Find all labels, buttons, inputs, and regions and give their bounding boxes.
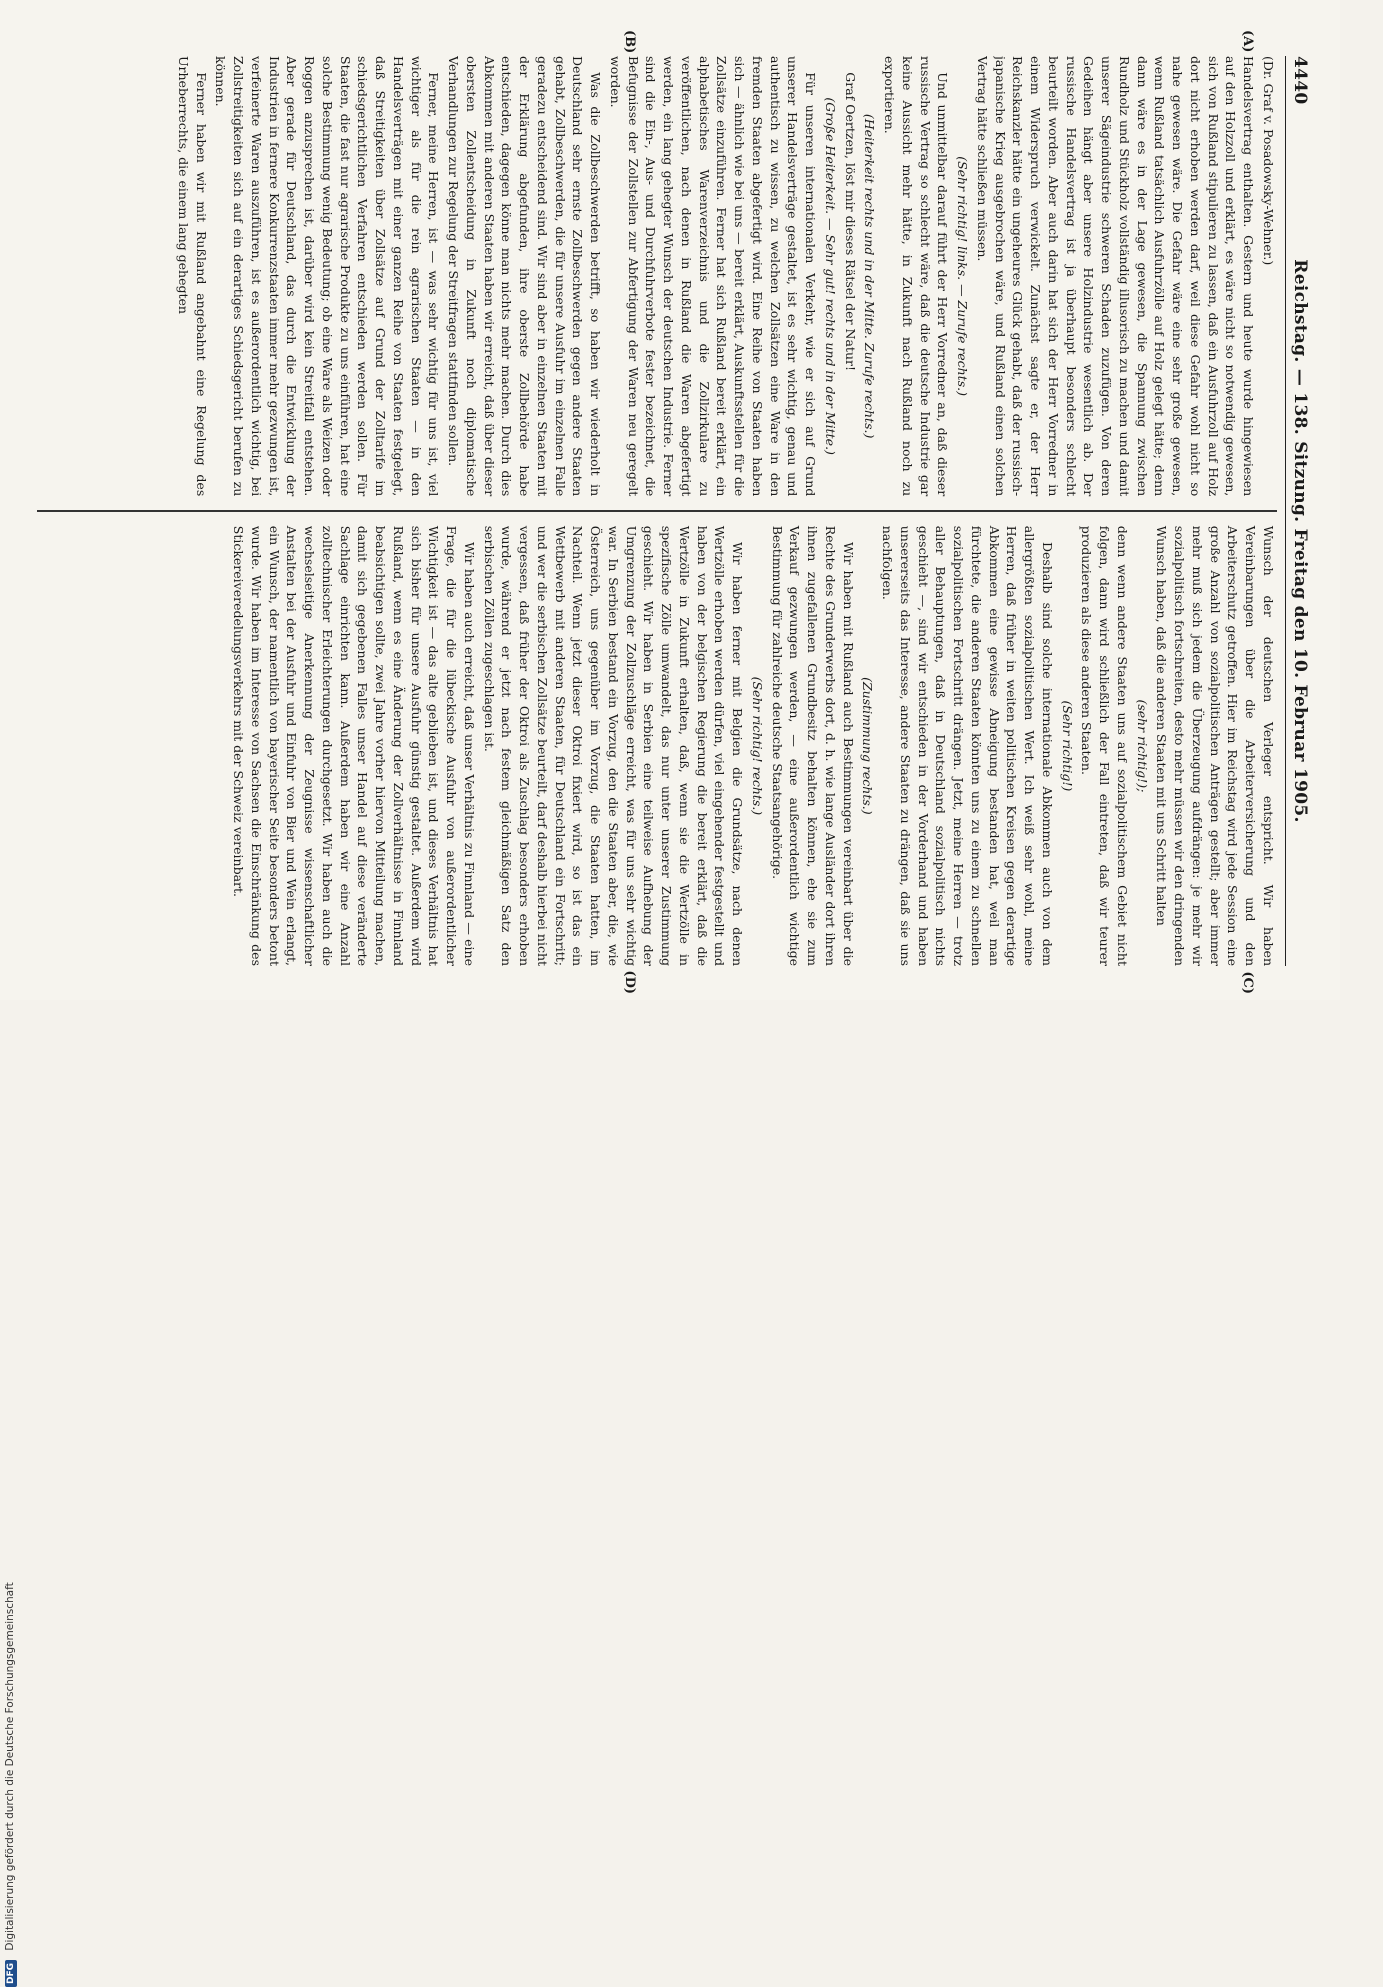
paragraph: Für unseren internationalen Verkehr, wie er sich auf Grund unserer Handelsverträge gestaltet, ist es sehr wichtig, genau und authentisch zu wissen, zu welchen Zollsätzen eine Ware in den fremden Staaten abgefertigt wird. Eine Reihe von Staaten haben sich — ähnlich wie bei uns — bereit erklärt, Auskunftsstellen für die Zollsätze einzuführen. Ferner hat sich Rußland bereit erklärt, ein alphabetisches Warenverzeichnis und die Zollzirkulare zu veröffentlichen, nach denen in Rußland die Waren abgefertigt werden, ein lang gehegter Wunsch der deutschen Industrie. Ferner sind die Ein-, Aus- und Durchfuhrverbote fester bezeichnet, die Befugnisse der Zollstellen zur Abfertigung der Waren neu geregelt worden.	[608, 56, 819, 497]
interjection-text: (sehr richtig!);	[1134, 699, 1150, 793]
side-note-text: Digitalisierung gefördert durch die Deutsche Forschungsgemeinschaft	[4, 1582, 16, 1951]
document-page	[0, 0, 1340, 1000]
page-number: 4440	[1290, 56, 1310, 105]
paragraph: Ferner, meine Herren, ist — was sehr wichtig für uns ist, viel wichtiger als für die rein agrarischen Staaten — in den Handelsverträgen mit einer ganzen Reihe von Staaten festgelegt, daß Streitigkeiten über Zollsätze auf Grund der Zolltarife im schiedsgerichtlichen Verfahren entschieden werden sollen. Für Staaten, die fast nur agrarische Produkte zu uns einführen, hat eine solche Bestimmung wenig Bedeutung; ob eine Ware als Weizen oder Roggen anzusprechen ist, darüber wird kein Streitfall entstehen. Aber gerade für Deutschland, das durch die Entwicklung der Industrien in fernere Konkurrenzstaaten immer mehr gezwungen ist, verfeinerte Waren auszuführen, ist es außerordentlich wichtig, bei Zollstreitigkeiten sich auf ein derartiges Schiedsgericht berufen zu können.	[213, 56, 442, 497]
paragraph: Was die Zollbeschwerden betrifft, so haben wir wiederholt in Deutschland sehr ernste Zollbeschwerden gegen andere Staaten gehabt, Zollbeschwerden, die für unsere Ausfuhr im einzelnen Falle geradezu entscheidend sind. Wir sind aber in einzelnen Staaten mit der Erklärung abgefunden, ihre oberste Zollbehörde habe entschieden, dagegen könne man nichts mehr machen. Durch dies Abkommen mit anderen Staaten haben wir erreicht, daß über dieser obersten Zollentscheidung in Zukunft noch diplomatische Verhandlungen zur Regelung der Streitfragen stattfinden sollen.	[446, 56, 604, 497]
margin-marker-a: (A)	[1240, 30, 1255, 53]
paragraph: Ferner haben wir mit Rußland angebahnt eine Regelung des Urheberrechts, die einem lang gehegten	[176, 56, 209, 497]
margin-marker-c: (C)	[1240, 971, 1255, 994]
paragraph: Deshalb sind solche internationale Abkommen auch von dem allergrößten sozialpolitischen Wert. Ich weiß sehr wohl, meine Herren, daß früher in weiten politischen Kreisen gegen derartige Abkommen eine gewisse Abneigung bestanden hat, weil man fürchtete, die anderen Staaten könnten uns zu einem zu schnellen sozialpolitischen Fortschritt drängen. Jetzt, meine Herren — trotz aller Behauptungen, daß in Deutschland sozialpolitisch nichts geschieht —, sind wir entschieden in der Vorderhand und haben unsererseits das Interesse, andere Staaten zu drängen, daß sie uns nachfolgen.	[880, 525, 1055, 966]
paragraph: Wir haben mit Rußland auch Bestimmungen vereinbart über die Rechte des Grunderwerbs dort, d. h. wie lange Ausländer dort ihren ihnen zugefallenen Grundbesitz behalten können, ehe sie zum Verkauf gezwungen werden, — eine außerordentlich wichtige Bestimmung für zahlreiche deutsche Staatsangehörige.	[769, 525, 856, 966]
paragraph: Wunsch der deutschen Verleger entspricht. Wir haben Vereinbarungen über die Arbeiterversicherung und den Arbeiterschutz getroffen. Hier im Reichstag wird jede Session eine große Anzahl von sozialpolitischen Anträgen gestellt; aber immer mehr muß sich jedem die Überzeugung aufdrängen: je mehr wir sozialpolitisch fortschreiten, desto mehr müssen wir den dringenden Wunsch haben, daß die anderen Staaten mit uns Schritt halten	[1154, 525, 1276, 966]
paragraph: denn wenn andere Staaten uns auf sozialpolitischem Gebiet nicht folgen, dann wird schließlich der Fall eintreten, daß wir teurer produzieren als diese anderen Staaten.	[1079, 525, 1130, 966]
dfg-logo: DFG	[5, 1960, 17, 1987]
paragraph: (Dr. Graf v. Posadowsky-Wehner.)	[1261, 56, 1276, 266]
paragraph: Wir haben auch erreicht, daß unser Verhältnis zu Finnland — eine Frage, die für die lübeckische Ausfuhr von außerordentlicher Wichtigkeit ist — das alte geblieben ist, und dieses Verhältnis hat sich bisher für unsere Ausfuhr günstig gestaltet. Außerdem wird Rußland, wenn es eine Änderung der Zollverhältnisse in Finnland beabsichtigen sollte, zwei Jahre vorher hiervon Mitteilung machen, damit sich gegebenen Falles unser Handel auf diese veränderte Sachlage einrichten kann. Außerdem haben wir eine Anzahl zolltechnischer Erleichterungen durchgesetzt. Wir haben auch die wechselseitige Anerkennung der Zeugnisse wissenschaftlicher Anstalten bei der Ausfuhr und Einfuhr von Bier und Wein erlangt, ein Wunsch, der namentlich von bayerischer Seite besonders betont wurde. Wir haben im Interesse von Sachsen die Einschränkung des Stickereiveredelungsverkehrs mit der Schweiz vereinbart.	[231, 525, 477, 966]
paragraph: Wir haben ferner mit Belgien die Grundsätze, nach denen Wertzölle erhoben werden dürfen, viel eingehender festgestellt und haben von der belgischen Regierung die bereit erklärt, daß die Wertzölle in Zukunft erhalten, daß, wenn sie die Wertzölle in spezifische Zölle umwandelt, das nur unter unserer Zustimmung geschieht. Wir haben in Serbien eine teilweise Aufhebung der Umgrenzung der Zollzuschläge erreicht, was für uns sehr wichtig war. In Serbien bestand ein Vorzug, den die Staaten aber, die, wie Österreich, uns gegenüber im Vorzug, die Staaten hatten, im Nachteil. Wenn jetzt dieser Oktroi fixiert wird, so ist das ein Wettbewerb mit anderen Staaten, für Deutschland ein Fortschritt; und wer die serbischen Zollsätze beurteilt, darf deshalb hierbei nicht vergessen, daß früher der Oktroi als Zuschlag besonders erhoben wurde, während er jetzt nach festem gleichmäßigen Satz den serbischen Zöllen zugeschlagen ist.	[481, 525, 746, 966]
interjection-text: (Heiterkeit rechts und in der Mitte. Zurufe rechts.)	[862, 113, 878, 439]
interjection-text: (Große Heiterkeit. — Sehr gut! rechts und in der Mitte.)	[823, 97, 838, 455]
margin-marker-b: (B)	[622, 30, 637, 54]
text-columns	[37, 30, 1277, 994]
paragraph: Graf Oertzen, löst mir dieses Rätsel der Natur!	[842, 72, 858, 371]
page-title: Reichstag. — 138. Sitzung. Freitag den 10. Februar 1905.	[1290, 259, 1310, 823]
interjection-text: (Zustimmung rechts.)	[860, 677, 876, 815]
page-header	[1285, 56, 1310, 966]
paragraph: Und unmittelbar darauf führt der Herr Vorredner an, daß dieser russische Vertrag so schlecht wäre, daß die deutsche Industrie gar keine Aussicht mehr hätte, in Zukunft nach Rußland noch zu exportieren.	[882, 56, 951, 497]
right-column	[37, 512, 1277, 966]
margin-marker-d: (D)	[622, 970, 637, 994]
interjection-text: (Sehr richtig!)	[1059, 700, 1075, 792]
paragraph: Handelsvertrag enthalten. Gestern und heute wurde hingewiesen auf den Holzzoll und erklärt, es wäre nicht so notwendig gewesen, sich von Rußland stipulieren zu lassen, daß ein Ausfuhrzoll auf Holz dort nicht erhoben werden darf, weil diese Gefahr wohl nicht so nahe gewesen wäre. Die Gefahr wäre eine sehr große gewesen, wenn Rußland tatsächlich Ausfuhrzölle auf Holz gelegt hätte; denn dann wäre es in der Lage gewesen, die Spannung zwischen Rundholz und Stückholz vollständig illusorisch zu machen und damit unserer Sägeindustrie schweren Schaden zuzufügen. Von deren Gedeihen hängt aber unsere Holzindustrie wesentlich ab. Der russische Handelsvertrag ist ja überhaupt besonders schlecht beurteilt worden. Aber auch darin hat sich der Herr Vorredner in einem Widerspruch verwickelt. Zunächst sagte er, der Herr Reichskanzler hätte ein ungeheures Glück gehabt, daß der russisch-japanische Krieg ausgebrochen wäre, und Rußland einen solchen Vertrag hätte schließen müssen.	[975, 56, 1257, 497]
interjection-text: (Sehr richtig! rechts.)	[750, 676, 765, 816]
left-column	[37, 56, 1277, 510]
interjection-text: (Sehr richtig! links. — Zurufe rechts.)	[955, 156, 971, 397]
